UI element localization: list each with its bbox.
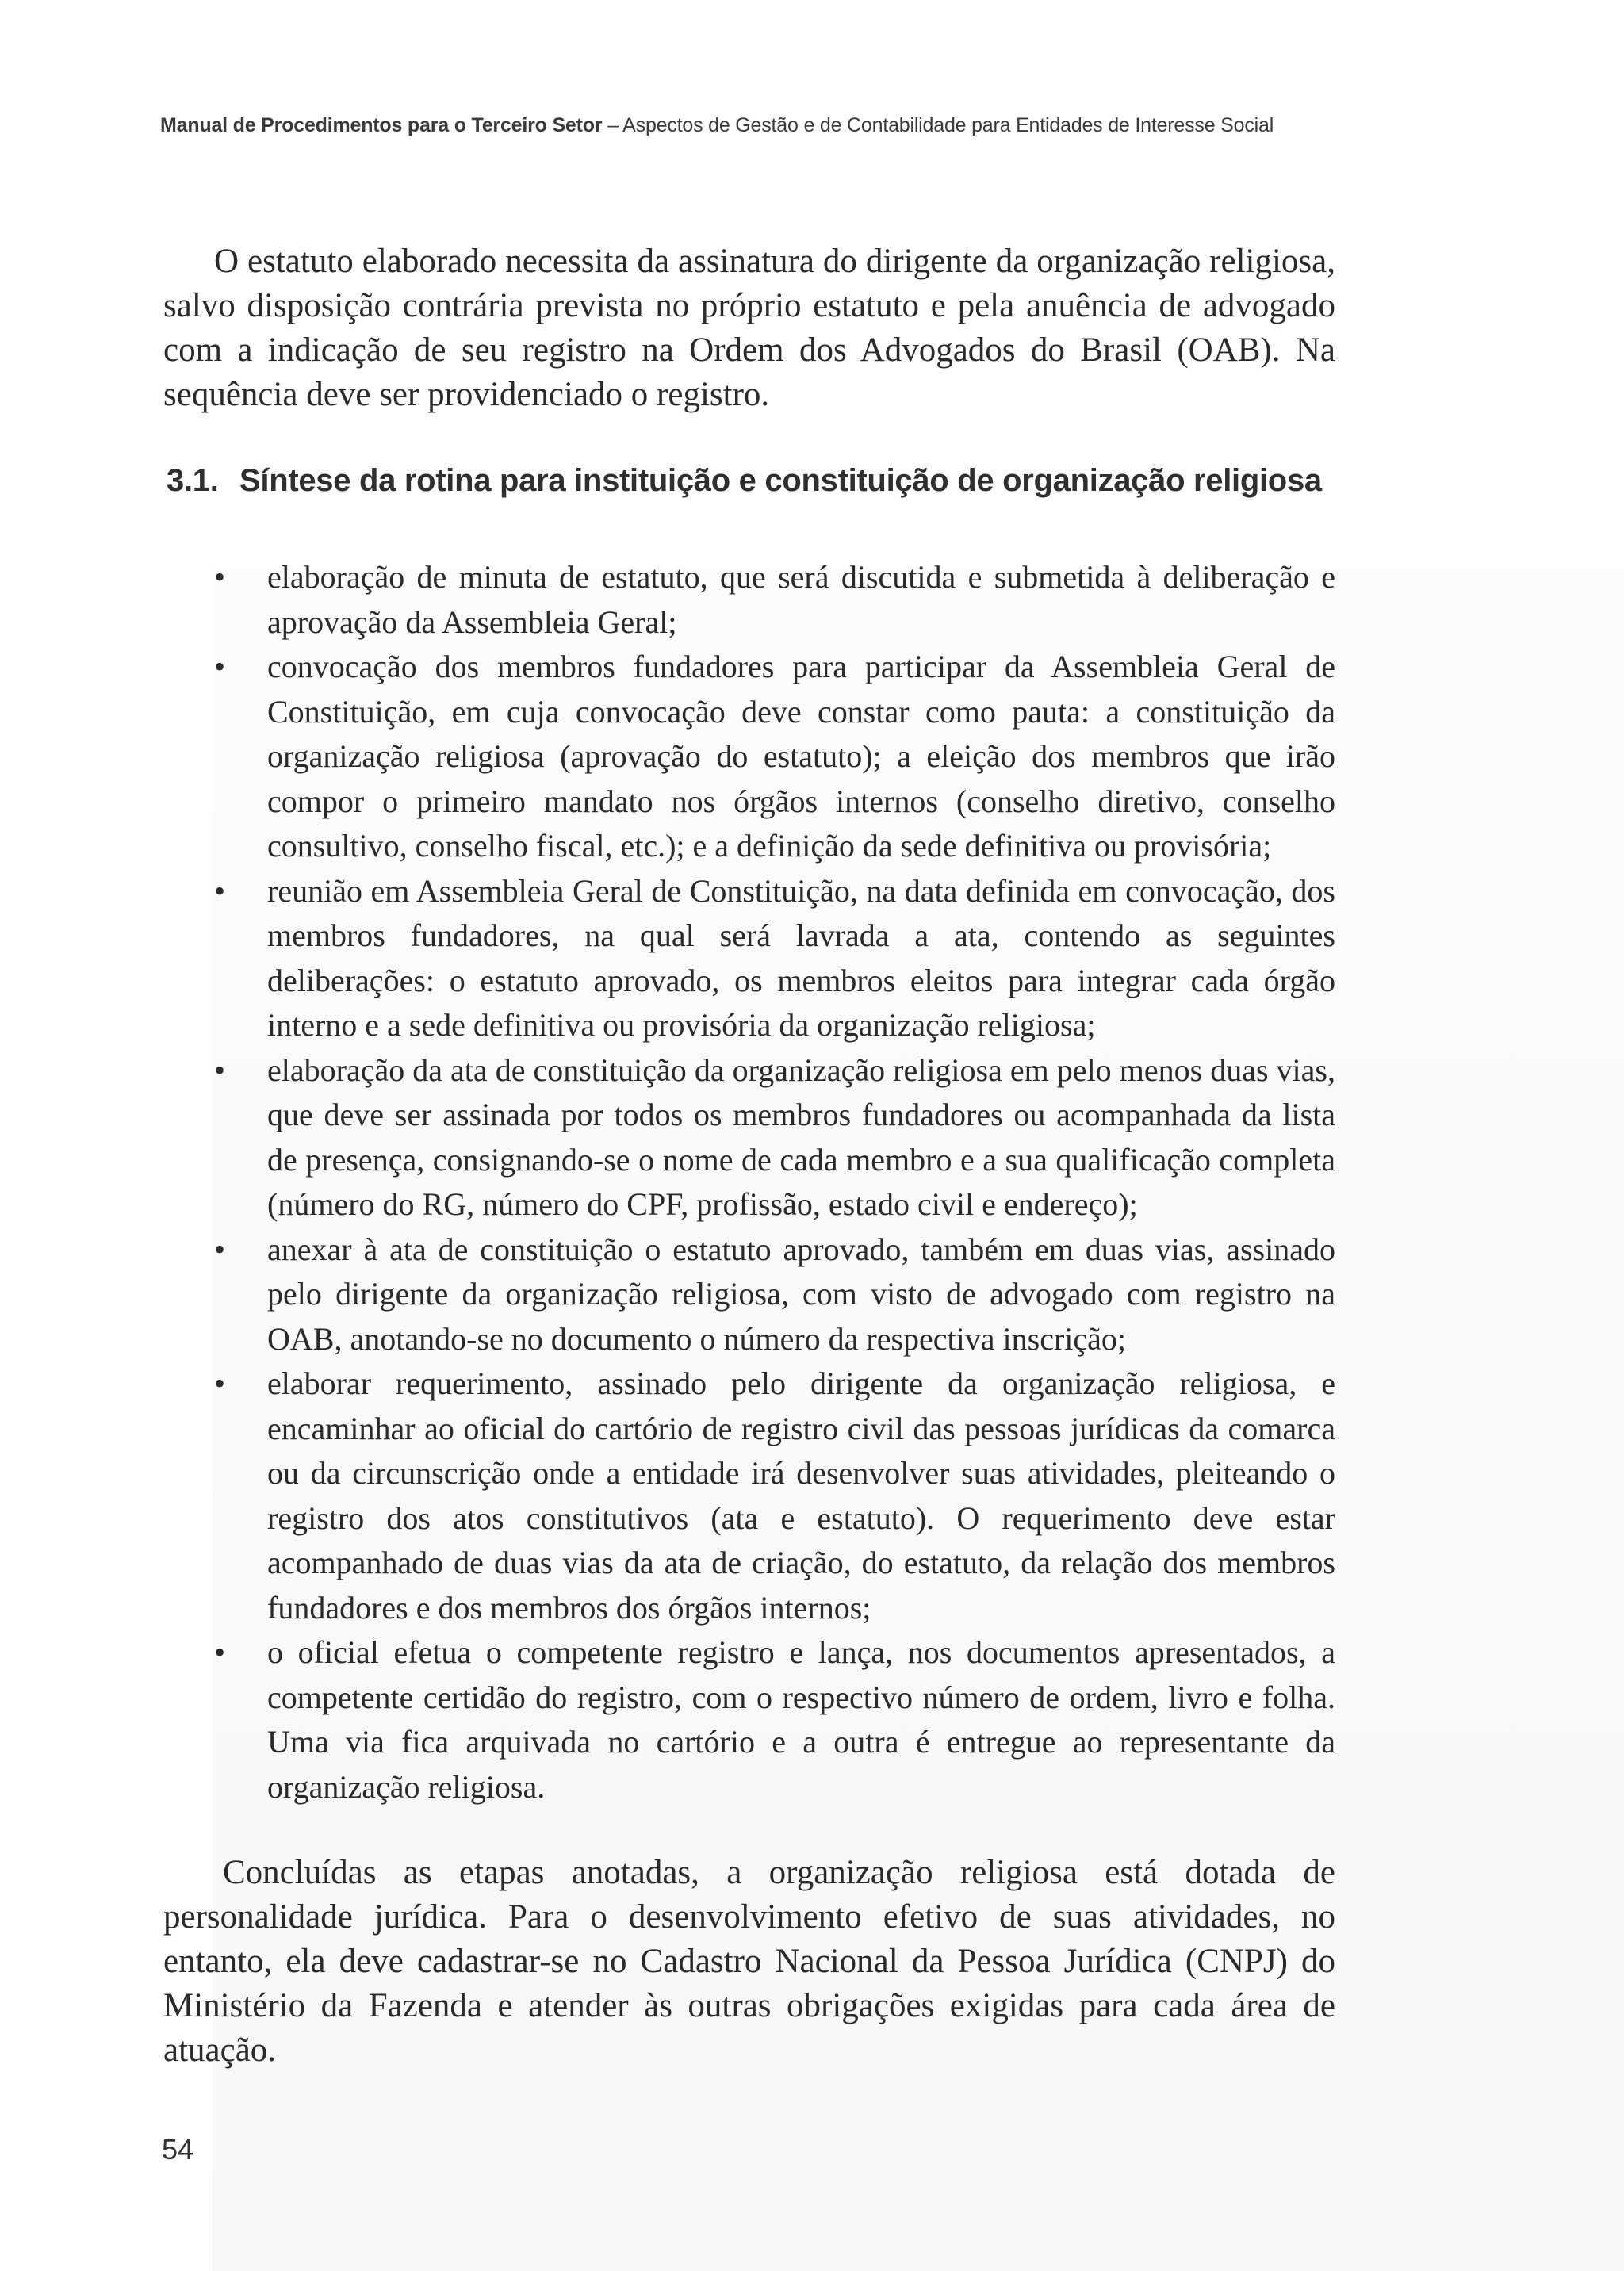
section-title: Síntese da rotina para instituição e constituição de organização religiosa [239,463,1322,498]
closing-paragraph: Concluídas as etapas anotadas, a organização religiosa está dotada de personalidade jurídica. Para o desenvolvimento efetivo de suas atividades, no entanto, ela deve cadastrar-se no Cadastro Nacional da Pessoa Jurídica (CNPJ) do Ministério da Fazenda e atender às outras obrigações exigidas para cada área de atuação. [163,1854,1335,2069]
bullet-icon: • [214,1231,226,1267]
running-header [160,114,1508,137]
page-number: 54 [162,2133,194,2166]
list-item-text: reunião em Assembleia Geral de Constituição, na data definida em convocação, dos membros fundadores, na qual será lavrada a ata, contendo as seguintes deliberações: o estatuto aprovado, os membros eleitos para integrar cada órgão interno e a sede definitiva ou provisória da organização religiosa; [267,872,1335,1043]
procedure-list [163,555,1335,1810]
bullet-icon: • [214,559,226,595]
bullet-icon: • [214,872,226,909]
list-item-text: elaborar requerimento, assinado pelo dirigente da organização religiosa, e encaminhar ao oficial do cartório de registro civil das pessoas jurídicas da comarca ou da circunscrição onde a entidade irá desenvolver suas atividades, pleiteando o registro dos atos constitutivos (ata e estatuto). O requerimento deve estar acompanhado de duas vias da ata de criação, do estatuto, da relação dos membros fundadores e dos membros dos órgãos internos; [267,1365,1335,1626]
bullet-icon: • [214,649,226,684]
list-item [163,1630,1335,1810]
list-item [163,869,1335,1048]
section-heading [167,463,1322,499]
bullet-icon: • [214,1051,226,1088]
list-item-text: anexar à ata de constituição o estatuto aprovado, também em duas vias, assinado pelo dirigente da organização religiosa, com visto de advogado com registro na OAB, anotando-se no documento o número da respectiva inscrição; [267,1231,1335,1357]
list-item-text: elaboração de minuta de estatuto, que será discutida e submetida à deliberação e aprovação da Assembleia Geral; [267,559,1335,640]
list-item-text: convocação dos membros fundadores para participar da Assembleia Geral de Constituição, em cuja convocação deve constar como pauta: a constituição da organização religiosa (aprovação do estatuto); a eleição dos membros que irão compor o primeiro mandato nos órgãos internos (conselho diretivo, conselho consultivo, conselho fiscal, etc.); e a definição da sede definitiva ou provisória; [267,649,1335,864]
list-item [163,555,1335,645]
running-header-subtitle: – Aspectos de Gestão e de Contabilidade para Entidades de Interesse Social [602,114,1274,136]
list-item [163,1361,1335,1630]
intro-paragraph: O estatuto elaborado necessita da assinatura do dirigente da organização religiosa, salvo disposição contrária prevista no próprio estatuto e pela anuência de advogado com a indicação de seu registro na Ordem dos Advogados do Brasil (OAB). Na sequência deve ser providenciado o registro. [163,243,1335,413]
list-item [163,1227,1335,1362]
bullet-icon: • [214,1634,226,1670]
bullet-icon: • [214,1365,226,1401]
section-number: 3.1. [167,463,219,498]
list-item-text: o oficial efetua o competente registro e lança, nos documentos apresentados, a competente certidão do registro, com o respectivo número de ordem, livro e folha. Uma via fica arquivada no cartório e a outra é entregue ao representante da organização religiosa. [267,1634,1335,1805]
list-item [163,645,1335,869]
list-item [163,1048,1335,1227]
list-item-text: elaboração da ata de constituição da organização religiosa em pelo menos duas vias, que deve ser assinada por todos os membros fundadores ou acompanhada da lista de presença, consignando-se o nome de cada membro e a sua qualificação completa (número do RG, número do CPF, profissão, estado civil e endereço); [267,1051,1335,1222]
running-header-title: Manual de Procedimentos para o Terceiro Setor [160,114,603,136]
